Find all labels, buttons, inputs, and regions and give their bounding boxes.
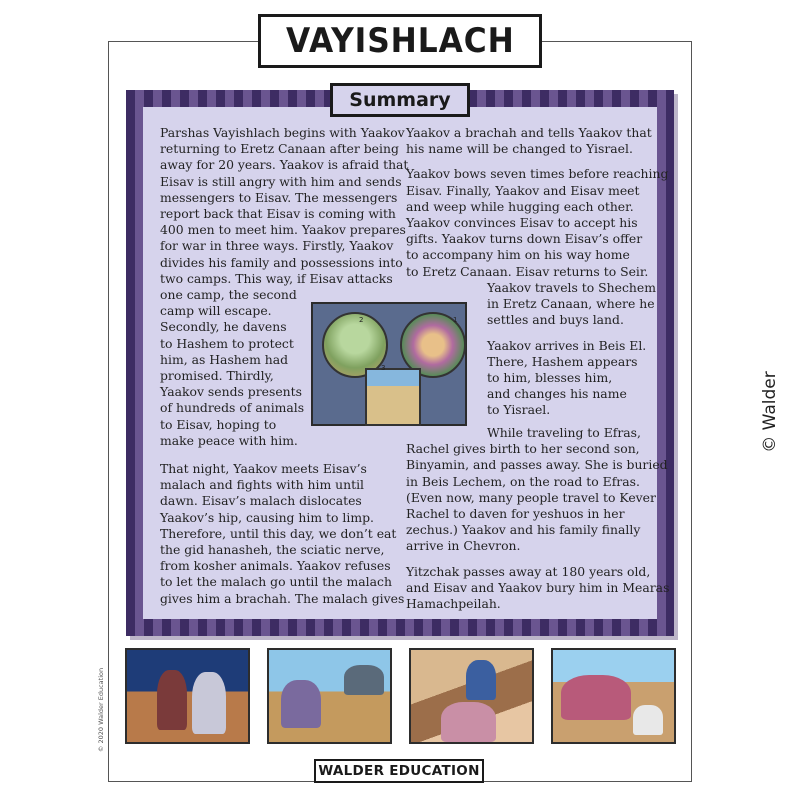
right-paragraph-5: [406, 425, 669, 555]
text-line: settles and buys land.: [487, 312, 624, 328]
left-paragraph-2: [160, 461, 404, 607]
text-line: There, Hashem appears: [487, 353, 638, 369]
text-line: to Yisrael.: [487, 402, 551, 418]
right-paragraph-1: [406, 125, 668, 157]
text-line: Yaakov bows seven times before reaching: [406, 166, 669, 182]
title-banner: [258, 14, 542, 68]
text-line: to him, blesses him,: [487, 370, 613, 386]
illustration-number: 2: [359, 316, 364, 324]
text-line: Parshas Vayishlach begins with Yaakov: [160, 125, 405, 140]
right-paragraph-2: [406, 166, 668, 279]
text-line: Secondly, he davens: [160, 319, 287, 335]
text-line: away for 20 years. Yaakov is afraid that: [160, 157, 409, 173]
right-column-wrap: [487, 280, 656, 428]
text-line: to Eisav, hoping to: [160, 416, 277, 432]
left-column-lower: [160, 461, 404, 616]
footer-brand-box: [314, 759, 484, 783]
text-line: gives him a brachah. The malach gives: [160, 590, 405, 606]
text-line: him, as Hashem had: [160, 351, 289, 367]
side-small-copyright: © 2020 Walder Education: [97, 667, 105, 753]
text-line: his name will be changed to Yisrael.: [406, 141, 633, 157]
text-line: make peace with him.: [160, 432, 298, 448]
text-line: Yitzchak passes away at 180 years old,: [406, 563, 651, 579]
text-line: Yaakov travels to Shechem: [487, 280, 656, 295]
text-line: two camps. This way, if Eisav attacks: [160, 270, 393, 286]
text-line: Rachel gives birth to her second son,: [406, 441, 640, 457]
right-paragraph-6: [406, 564, 669, 613]
text-line: to let the malach go until the malach: [160, 574, 392, 590]
text-line: Yaakov sends presents: [160, 384, 302, 400]
text-line: That night, Yaakov meets Eisav’s: [160, 461, 367, 476]
text-line: and weep while hugging each other.: [406, 198, 634, 214]
text-line: Rachel to daven for yeshuos in her: [406, 506, 625, 522]
scene-thumbnail-4: [551, 648, 676, 744]
text-line: Yaakov arrives in Beis El.: [487, 337, 647, 353]
text-line: Therefore, until this day, we don’t eat: [160, 525, 397, 541]
text-line: (Even now, many people travel to Kever: [406, 489, 656, 505]
text-line: to accompany him on his way home: [406, 247, 630, 263]
text-line: Yaakov convinces Eisav to accept his: [406, 215, 638, 231]
text-line: Yaakov a brachah and tells Yaakov that: [406, 125, 652, 140]
text-line: zechus.) Yaakov and his family finally: [406, 522, 641, 538]
side-copyright: © Walder: [760, 371, 780, 453]
text-line: gifts. Yaakov turns down Eisav’s offer: [406, 231, 643, 247]
text-line: Eisav is still angry with him and sends: [160, 173, 402, 189]
text-line: Binyamin, and passes away. She is buried: [406, 457, 668, 473]
summary-heading-box: [330, 83, 470, 117]
text-line: in Beis Lechem, on the road to Efras.: [406, 473, 640, 489]
right-column-lower: [406, 425, 669, 621]
text-line: returning to Eretz Canaan after being: [160, 141, 399, 157]
right-column: [406, 125, 668, 289]
text-line: 400 men to meet him. Yaakov prepares: [160, 222, 406, 238]
text-line: messengers to Eisav. The messengers: [160, 189, 398, 205]
scene-thumbnail-3: [409, 648, 534, 744]
summary-heading: Summary: [349, 89, 451, 111]
text-line: arrive in Chevron.: [406, 538, 521, 554]
text-line: and Eisav and Yaakov bury him in Mearas: [406, 579, 670, 595]
text-line: for war in three ways. Firstly, Yaakov: [160, 238, 394, 254]
summary-illustration: [311, 302, 467, 426]
text-line: promised. Thirdly,: [160, 368, 274, 384]
text-line: in Eretz Canaan, where he: [487, 296, 655, 312]
text-line: dawn. Eisav’s malach dislocates: [160, 493, 362, 509]
illustration-square: [365, 368, 421, 426]
text-line: from kosher animals. Yaakov refuses: [160, 558, 391, 574]
text-line: camp will escape.: [160, 303, 272, 319]
scene-thumbnail-2: [267, 648, 392, 744]
footer-brand-label: WALDER EDUCATION: [318, 763, 480, 779]
text-line: Yaakov’s hip, causing him to limp.: [160, 509, 374, 525]
text-line: Hamachpeilah.: [406, 596, 501, 612]
text-line: the gid hanasheh, the sciatic nerve,: [160, 542, 385, 558]
right-paragraph-3: [487, 280, 656, 329]
text-line: report back that Eisav is coming with: [160, 206, 396, 222]
text-line: divides his family and possessions into: [160, 254, 403, 270]
illustration-number: 1: [453, 316, 458, 324]
scene-thumbnail-1: [125, 648, 250, 744]
illustration-number: 3: [381, 364, 386, 372]
page-title: VAYISHLACH: [285, 21, 515, 61]
text-line: malach and fights with him until: [160, 477, 364, 493]
text-line: to Hashem to protect: [160, 335, 294, 351]
right-paragraph-4: [487, 338, 656, 419]
text-line: Eisav. Finally, Yaakov and Eisav meet: [406, 182, 640, 198]
text-line: one camp, the second: [160, 287, 297, 303]
text-line: to Eretz Canaan. Eisav returns to Seir.: [406, 263, 649, 279]
text-line: and changes his name: [487, 386, 627, 402]
text-line: While traveling to Efras,: [487, 425, 641, 440]
text-line: of hundreds of animals: [160, 400, 305, 416]
